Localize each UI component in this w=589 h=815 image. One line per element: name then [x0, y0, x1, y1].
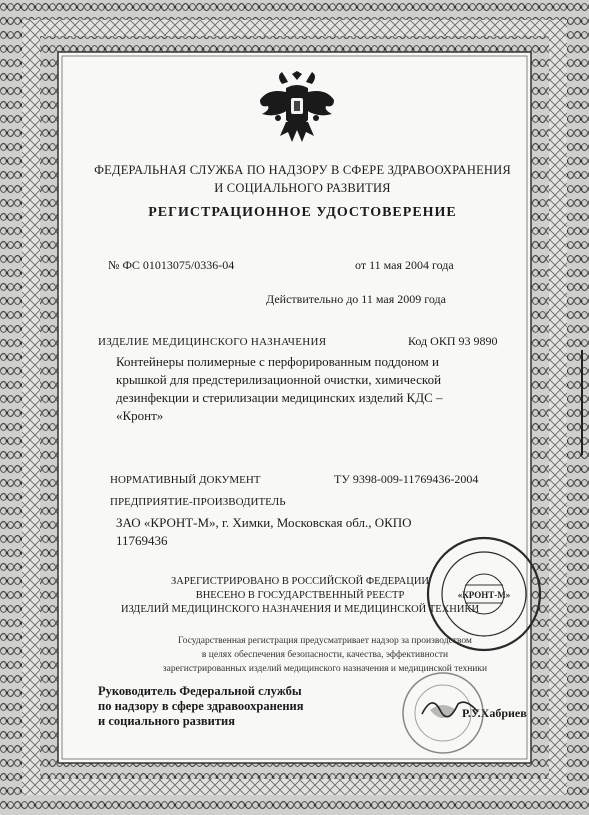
manufacturer-label: ПРЕДПРИЯТИЕ-ПРОИЗВОДИТЕЛЬ — [110, 496, 286, 508]
registry-line2: ВНЕСЕНО В ГОСУДАРСТВЕННЫЙ РЕЕСТР — [195, 590, 405, 601]
svg-text:«КРОНТ-М»: «КРОНТ-М» — [457, 590, 511, 600]
registry-line1: ЗАРЕГИСТРИРОВАНО В РОССИЙСКОЙ ФЕДЕРАЦИИ — [171, 576, 429, 587]
note-line1: Государственная регистрация предусматривает надзор за производством — [178, 636, 472, 646]
agency-name-line1: ФЕДЕРАЛЬНАЯ СЛУЖБА ПО НАДЗОРУ В СФЕРЕ ЗДРАВООХРАНЕНИЯ — [94, 163, 511, 177]
signatory-title-line3: и социального развития — [98, 714, 235, 728]
note-line3: зарегистрированных изделий медицинского назначения и медицинской техники — [162, 664, 488, 674]
okp-code: Код ОКП 93 9890 — [408, 334, 498, 348]
normative-label: НОРМАТИВНЫЙ ДОКУМЕНТ — [110, 474, 261, 486]
agency-name-line2: И СОЦИАЛЬНОГО РАЗВИТИЯ — [214, 181, 391, 195]
signatory-title-line1: Руководитель Федеральной службы — [98, 684, 302, 698]
product-label: ИЗДЕЛИЕ МЕДИЦИНСКОГО НАЗНАЧЕНИЯ — [98, 336, 327, 348]
signatory-title-line2: по надзору в сфере здравоохранения — [98, 699, 304, 713]
edge-mark — [581, 350, 583, 455]
manufacturer-line1: ЗАО «КРОНТ-М», г. Химки, Московская обл., ОКПО — [116, 515, 412, 530]
signatory-name: Р.У.Хабриев — [462, 706, 527, 720]
manufacturer-line2: 11769436 — [116, 533, 168, 548]
registration-date: от 11 мая 2004 года — [355, 258, 454, 272]
double-headed-eagle-icon — [258, 70, 336, 150]
registry-line3: ИЗДЕЛИЙ МЕДИЦИНСКОГО НАЗНАЧЕНИЯ И МЕДИЦИНСКОЙ ТЕХНИКИ — [120, 604, 480, 615]
signature-scribble — [420, 692, 480, 722]
document-title: РЕГИСТРАЦИОННОЕ УДОСТОВЕРЕНИЕ — [148, 205, 457, 220]
normative-value: ТУ 9398-009-11769436-2004 — [334, 472, 479, 486]
valid-until: Действительно до 11 мая 2009 года — [266, 292, 446, 306]
product-description: Контейнеры полимерные с перфорированным поддоном и крышкой для предстерилизационной очистки, химической дезинфекции и стерилизации медицинских изделий КДС – «Кронт» — [116, 354, 443, 423]
registration-number: № ФС 01013075/0336-04 — [108, 258, 235, 272]
note-line2: в целях обеспечения безопасности, качества, эффективности — [201, 650, 449, 660]
company-stamp — [425, 535, 543, 653]
